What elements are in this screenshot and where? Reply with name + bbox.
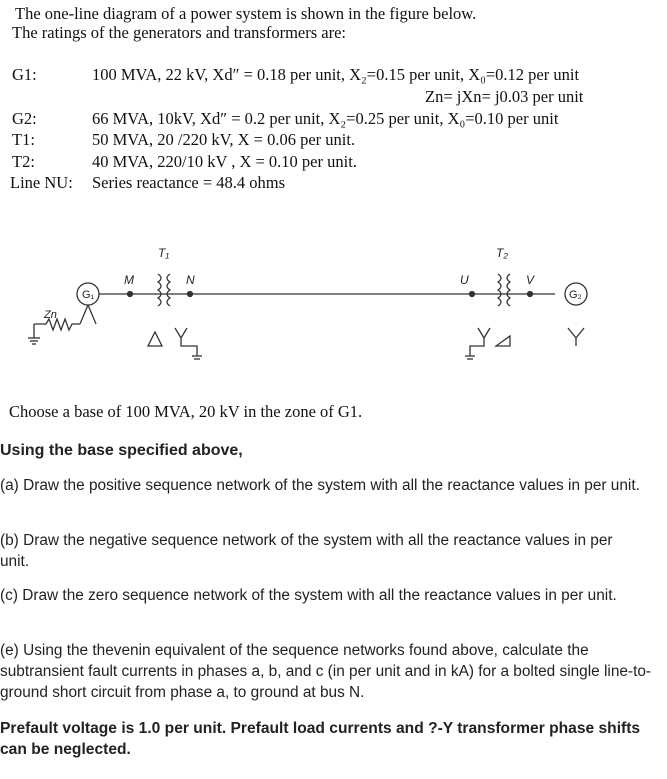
question-a: (a) Draw the positive sequence network of the system with all the reactance values in per unit. bbox=[0, 477, 640, 494]
rating-value-line: Series reactance = 48.4 ohms bbox=[92, 173, 286, 192]
prefault-note: Prefault voltage is 1.0 per unit. Prefault load currents and ?-Y transformer phase shifts can be neglected. bbox=[0, 720, 641, 758]
bus-n-dot bbox=[188, 292, 193, 297]
bus-u-label: U bbox=[460, 273, 469, 287]
bus-u-dot bbox=[470, 292, 475, 297]
section-heading: Using the base specified above, bbox=[0, 442, 243, 459]
neutral-impedance-zn bbox=[34, 319, 80, 330]
rating-label-g1: G1: bbox=[12, 65, 37, 84]
g2-wye-symbol bbox=[568, 328, 584, 346]
t2-wye-symbol bbox=[470, 328, 490, 356]
rating-value-g1: 100 MVA, 22 kV, Xd″ = 0.18 per unit, X₂=0.15 per unit, X₀=0.12 per unit bbox=[92, 65, 580, 84]
bus-v-dot bbox=[528, 292, 533, 297]
question-c: (c) Draw the zero sequence network of the system with all the reactance values in per unit. bbox=[0, 587, 617, 604]
intro-line-1: The one-line diagram of a power system is shown in the figure below. bbox=[15, 4, 477, 23]
transformer-t1-primary-coil bbox=[158, 274, 161, 306]
transformer-t2-secondary-coil bbox=[507, 274, 510, 306]
intro-line-2: The ratings of the generators and transformers are: bbox=[12, 23, 346, 42]
g1-label: G₁ bbox=[82, 289, 95, 301]
bus-n-label: N bbox=[186, 273, 195, 287]
zn-label: Zn bbox=[44, 309, 57, 321]
rating-value-g2: 66 MVA, 10kV, Xd″ = 0.2 per unit, X₂=0.25 per unit, X₀=0.10 per unit bbox=[92, 109, 559, 128]
rating-label-g2: G2: bbox=[12, 109, 37, 128]
t1-label: T₁ bbox=[158, 246, 170, 260]
rating-label-t1: T1: bbox=[12, 130, 35, 149]
t1-wye-symbol bbox=[175, 328, 197, 356]
g2-label: G₂ bbox=[569, 289, 582, 301]
rating-value-t1: 50 MVA, 20 /220 kV, X = 0.06 per unit. bbox=[92, 130, 356, 149]
rating-label-line: Line NU: bbox=[10, 173, 73, 192]
t1-delta-symbol bbox=[148, 332, 162, 346]
transformer-t1-secondary-coil bbox=[167, 274, 170, 306]
base-instruction: Choose a base of 100 MVA, 20 kV in the zone of G1. bbox=[9, 402, 363, 421]
transformer-t2-primary-coil bbox=[498, 274, 501, 306]
question-e: (e) Using the thevenin equivalent of the sequence networks found above, calculate the subtransient fault currents in phases a, b, and c (in per unit and in kA) for a bolted single line-to-ground short circuit from phase a, to ground at bus N. bbox=[0, 642, 652, 701]
rating-value-t2: 40 MVA, 220/10 kV , X = 0.10 per unit. bbox=[92, 152, 357, 171]
rating-label-t2: T2: bbox=[12, 152, 35, 171]
g1-wye-connection bbox=[80, 305, 96, 324]
t2-label: T₂ bbox=[496, 246, 508, 260]
bus-v-label: V bbox=[526, 273, 535, 287]
one-line-diagram bbox=[0, 232, 667, 382]
t2-delta-symbol bbox=[496, 336, 510, 346]
bus-m-dot bbox=[128, 292, 133, 297]
bus-m-label: M bbox=[124, 273, 134, 287]
question-b: (b) Draw the negative sequence network of the system with all the reactance values in per unit. bbox=[0, 532, 613, 570]
rating-value-g1-zn: Zn= jXn= j0.03 per unit bbox=[425, 87, 584, 106]
